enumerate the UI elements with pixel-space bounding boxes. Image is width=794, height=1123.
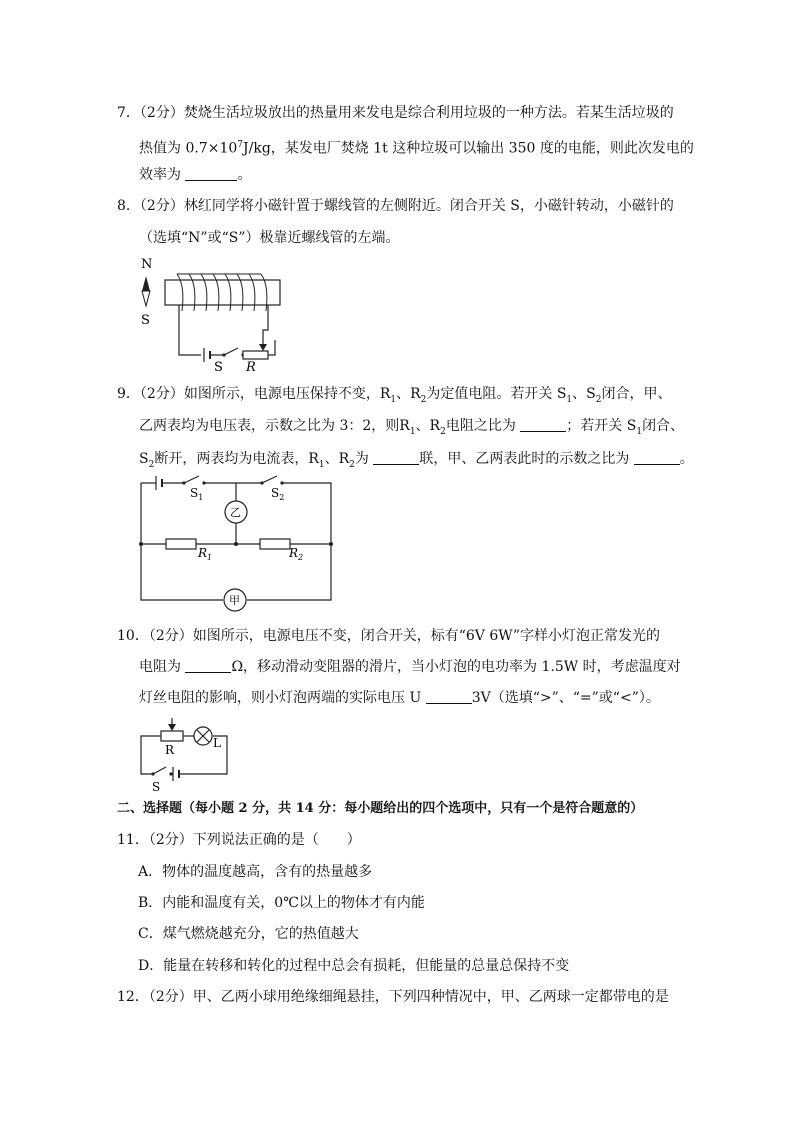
rheostat-label: R	[165, 743, 175, 757]
compass-south-label: S	[141, 313, 150, 328]
switch-blade	[224, 348, 238, 355]
q11-option-c[interactable]: C．煤气燃烧越充分，它的热值越大	[138, 926, 359, 942]
answer-blank[interactable]	[373, 450, 419, 465]
answer-blank[interactable]	[426, 689, 472, 704]
switch-blade	[153, 767, 166, 774]
q10-line3: 灯丝电阻的影响，则小灯泡两端的实际电压 U 3V（选填“>”、“=”或“<”）。	[139, 690, 660, 706]
lamp-label: L	[213, 736, 221, 750]
junction-dot	[329, 542, 333, 546]
q8-line2: （选填“N”或“S”）极靠近螺线管的左端。	[139, 230, 400, 246]
resistor-r1-label: $R_1$	[198, 546, 213, 562]
q9-line3: $S_2$断开，两表均为电流表，$R_1$、$R_2$为 联，甲、乙两表此时的示数之比为 。	[139, 451, 694, 470]
switch-s1-contact	[202, 481, 205, 484]
q8-line1: 8．（2分）林红同学将小磁针置于螺线管的左侧附近。闭合开关 S，小磁针转动，小磁针的	[117, 198, 674, 214]
q12-stem: 12．（2分）甲、乙两小球用绝缘细绳悬挂，下列四种情况中，甲、乙两球一定都带电的是	[117, 989, 669, 1005]
resistor-r1	[166, 539, 196, 549]
rheostat	[161, 731, 183, 741]
switch-s1-label: $S_1$	[190, 486, 204, 502]
q8-circuit-wires	[179, 305, 275, 355]
junction-dot	[139, 542, 143, 546]
switch-s1-blade	[184, 476, 199, 483]
rheostat	[243, 351, 268, 359]
answer-blank[interactable]	[520, 417, 566, 432]
q10-line1: 10．（2分）如图所示，电源电压不变，闭合开关，标有“6V 6W”字样小灯泡正常发光的	[117, 628, 661, 644]
compass-needle-south	[142, 291, 150, 306]
q9-circuit-figure	[138, 475, 338, 605]
q11-option-a[interactable]: A．物体的温度越高，含有的热量越多	[138, 864, 373, 880]
q11-option-d[interactable]: D．能量在转移和转化的过程中总会有损耗，但能量的总量总保持不变	[138, 958, 570, 974]
q11-stem: 11．（2分）下列说法正确的是（ ）	[117, 832, 361, 848]
rheostat-label: R	[246, 360, 256, 375]
q10-line2: 电阻为 Ω，移动滑动变阻器的滑片，当小灯泡的电功率为 1.5W 时，考虑温度对	[139, 659, 681, 675]
switch-s2-contact	[280, 481, 283, 484]
switch-label: S	[214, 360, 223, 375]
q7-line1: 7．（2分）焚烧生活垃圾放出的热量用来发电是综合利用垃圾的一种方法。若某生活垃圾的	[117, 105, 674, 121]
section-2-title: 二、选择题（每小题 2 分，共 14 分：每小题给出的四个选项中，只有一个是符合题意的）	[117, 801, 644, 816]
meter-yi-label: 乙	[230, 506, 241, 519]
switch-s2-label: $S_2$	[271, 486, 285, 502]
rheostat-slider-arrow	[259, 344, 267, 351]
q7-line3: 效率为 。	[139, 167, 252, 183]
compass-north-label: N	[141, 257, 153, 272]
switch-s2-blade	[262, 476, 277, 483]
junction-dot	[234, 542, 238, 546]
q9-line2: 乙两表均为电压表，示数之比为 3：2，则$R_1$、$R_2$电阻之比为 ；若开关 $S_1$闭合、	[139, 418, 685, 437]
compass-needle-north	[142, 276, 150, 291]
rheostat-slider-arrow	[168, 724, 176, 731]
answer-blank[interactable]	[185, 166, 237, 181]
switch-label: S	[152, 780, 161, 794]
q8-solenoid-figure	[135, 255, 295, 375]
q7-line2: 热值为 $0.7\times 10^7J/kg$，某发电厂焚烧 1t 这种垃圾可以输出 350 度的电能，则此次发电的	[139, 140, 694, 157]
resistor-r2	[260, 539, 290, 549]
answer-blank[interactable]	[634, 450, 680, 465]
meter-jia-label: 甲	[229, 594, 240, 607]
answer-blank[interactable]	[185, 658, 231, 673]
resistor-r2-label: $R_2$	[289, 546, 304, 562]
q10-circuit-figure	[138, 718, 248, 798]
q11-option-b[interactable]: B．内能和温度有关，0℃以上的物体才有内能	[138, 895, 425, 911]
q9-line1: 9．（2分）如图所示，电源电压保持不变，$R_1$、$R_2$为定值电阻。若开关 $S_1$、$S_2$闭合，甲、	[117, 386, 672, 405]
